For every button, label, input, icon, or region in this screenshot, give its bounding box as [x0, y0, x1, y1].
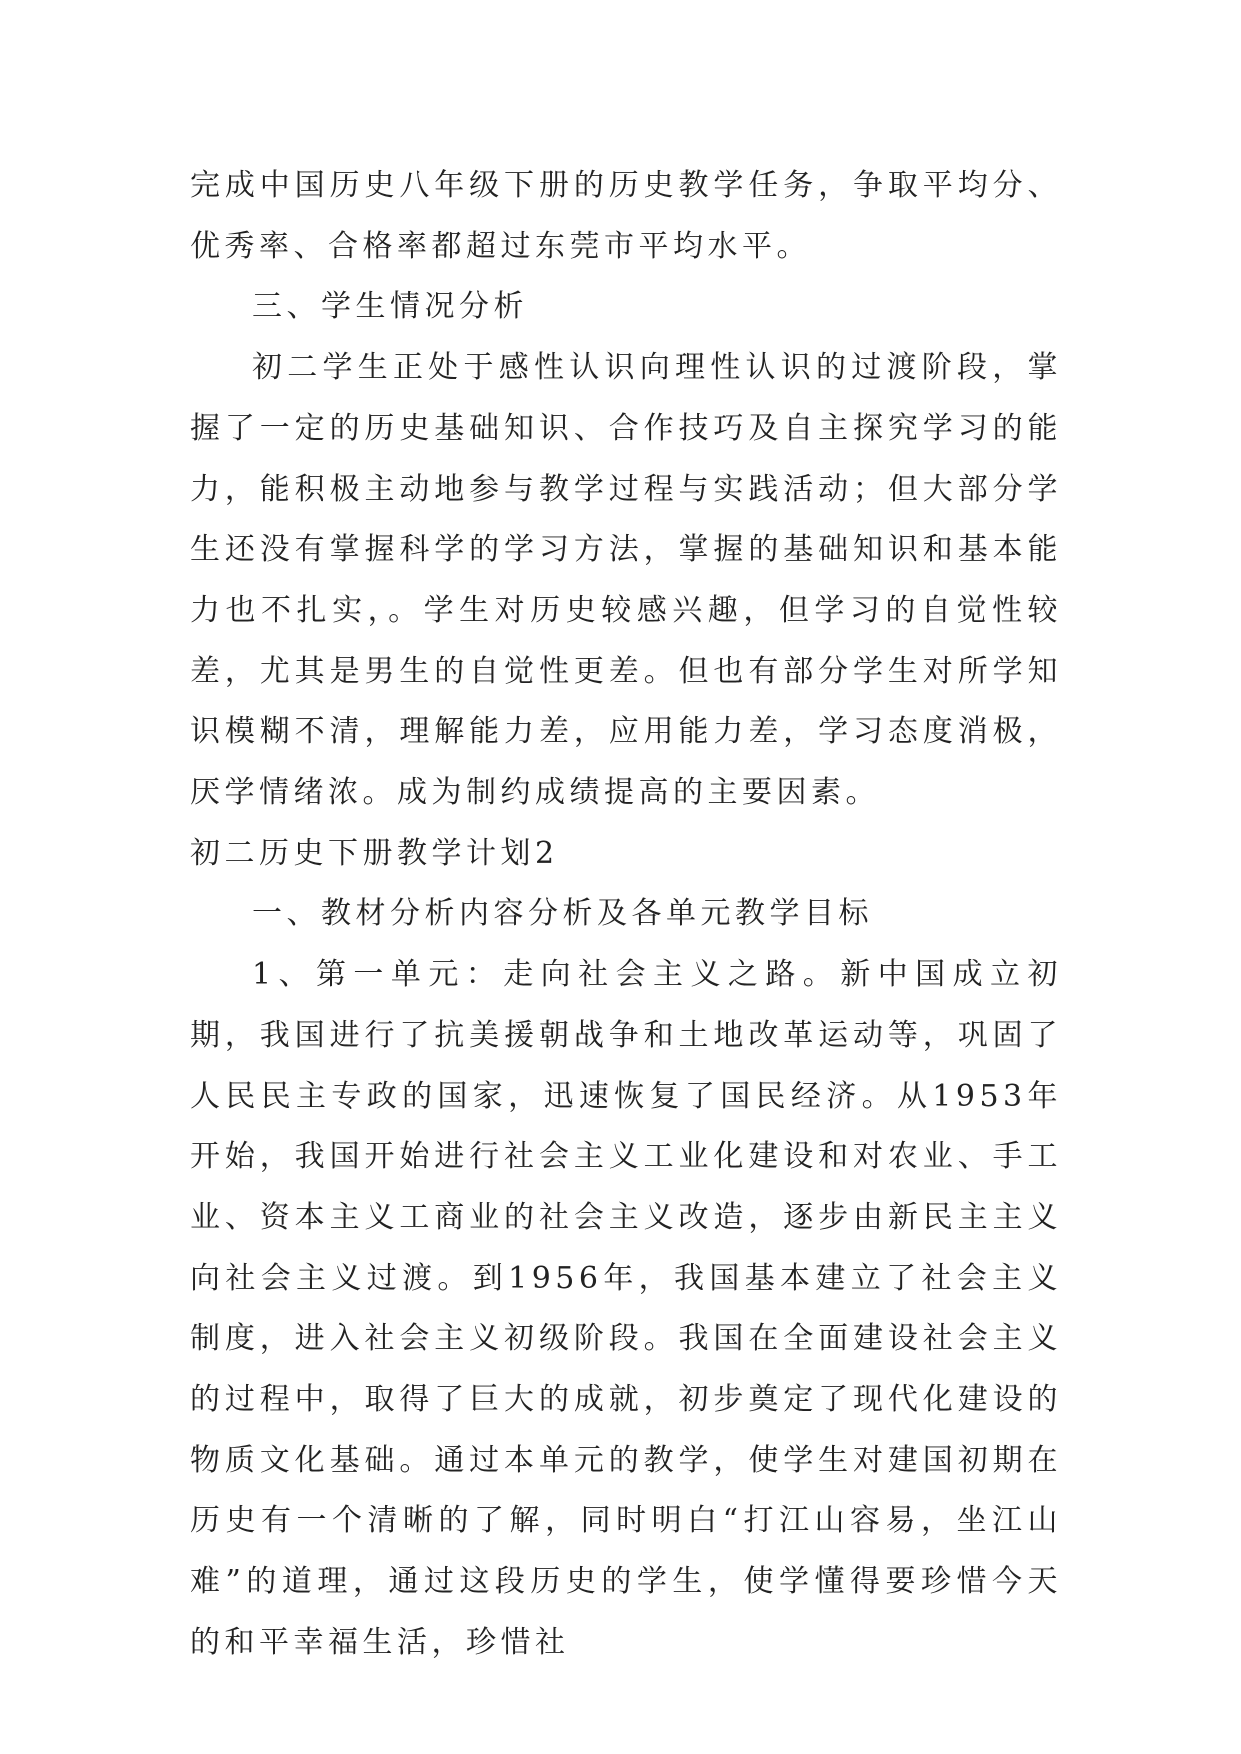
document-title-plan-2: 初二历史下册教学计划2	[190, 835, 559, 871]
section-heading-textbook-analysis: 一、教材分析内容分析及各单元教学目标	[252, 896, 873, 932]
paragraph-unit-one: 1、第一单元：走向社会主义之路。新中国成立初期，我国进行了抗美援朝战争和土地改革运动等，巩固了人民民主专政的国家，迅速恢复了国民经济。从1953年开始，我国开始进行社会主义工业化建设和对农业、手工业、资本主义工商业的社会主义改造，逐步由新民主主义向社会主义过渡。到1956年，我国基本建立了社会主义制度，进入社会主义初级阶段。我国在全面建设社会主义的过程中，取得了巨大的成就，初步奠定了现代化建设的物质文化基础。通过本单元的教学，使学生对建国初期在历史有一个清晰的了解，同时明白“打江山容易，坐江山难”的道理，通过这段历史的学生，使学懂得要珍惜今天的和平幸福生活，珍惜社	[190, 957, 1062, 1660]
document-body	[190, 156, 1062, 1674]
section-heading-student-analysis: 三、学生情况分析	[252, 289, 528, 325]
paragraph-goal-continuation: 完成中国历史八年级下册的历史教学任务，争取平均分、优秀率、合格率都超过东莞市平均水平。	[190, 168, 1062, 264]
paragraph-student-analysis: 初二学生正处于感性认识向理性认识的过渡阶段，掌握了一定的历史基础知识、合作技巧及自主探究学习的能力，能积极主动地参与教学过程与实践活动；但大部分学生还没有掌握科学的学习方法，掌握的基础知识和基本能力也不扎实，。学生对历史较感兴趣，但学习的自觉性较差，尤其是男生的自觉性更差。但也有部分学生对所学知识模糊不清，理解能力差，应用能力差，学习态度消极，厌学情绪浓。成为制约成绩提高的主要因素。	[190, 350, 1062, 811]
